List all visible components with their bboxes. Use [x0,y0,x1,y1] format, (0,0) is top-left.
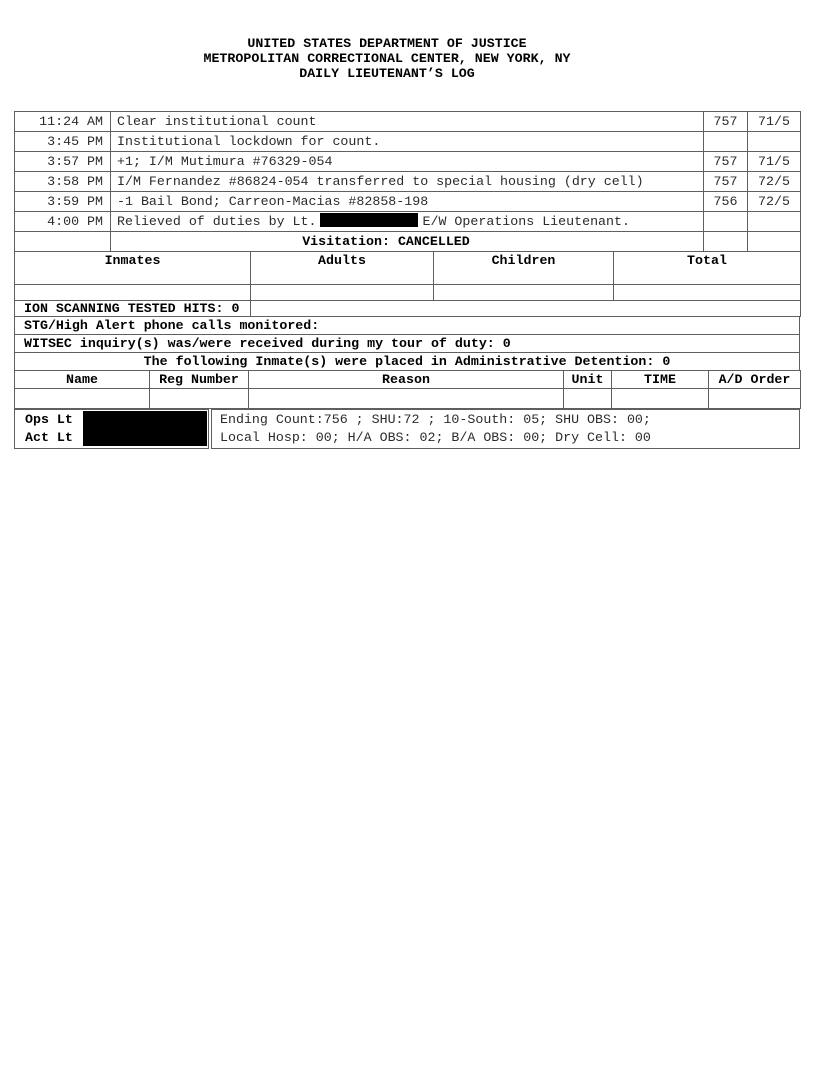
time-cell [15,232,111,252]
log-row [15,212,801,232]
time-cell: 3:58 PM [15,172,111,192]
unit-header: Unit [564,371,612,389]
ending-count-line1: Ending Count:756 ; SHU:72 ; 10-South: 05; SHU OBS: 00; [220,412,651,427]
visitation-status: Visitation: CANCELLED [111,232,704,252]
ratio-cell: 72/5 [748,172,801,192]
entry-cell: Institutional lockdown for count. [111,132,704,152]
time-cell: 4:00 PM [15,212,111,232]
entry-cell [111,212,704,232]
inmates-header: Inmates [15,252,251,285]
reason-value [249,389,564,409]
count-cell: 757 [704,112,748,132]
ion-scanning-table [14,300,801,317]
ops-lt-label: Ops Lt [25,412,73,427]
log-table [14,111,801,252]
reg-value [150,389,249,409]
entry-cell: +1; I/M Mutimura #76329-054 [111,152,704,172]
act-lt-label: Act Lt [25,430,73,445]
visitation-header-row [15,252,801,285]
visitation-row [15,232,801,252]
ratio-cell: 72/5 [748,192,801,212]
redacted-name-box [320,213,418,227]
ad-header-row [15,371,801,389]
entry-text-suffix: E/W Operations Lieutenant. [422,214,630,229]
entry-cell: -1 Bail Bond; Carreon-Macias #82858-198 [111,192,704,212]
facility-title: METROPOLITAN CORRECTIONAL CENTER, NEW YORK, NY [203,51,571,66]
count-cell: 756 [704,192,748,212]
log-row [15,192,801,212]
count-cell [704,212,748,232]
stg-monitored-label: STG/High Alert phone calls monitored: [15,317,800,335]
ion-scanning-label: ION SCANNING TESTED HITS: 0 [15,301,251,317]
witsec-inquiry-label: WITSEC inquiry(s) was/were received during my tour of duty: 0 [15,335,800,353]
count-cell [704,132,748,152]
admin-detention-table [14,370,801,409]
statement-rows [14,316,800,371]
ratio-cell: 71/5 [748,112,801,132]
ion-row [15,301,801,317]
children-value [434,285,614,301]
order-value [709,389,801,409]
count-cell: 757 [704,172,748,192]
stg-row [15,317,800,335]
ratio-cell [748,232,801,252]
unit-value [564,389,612,409]
lieutenant-signature-box [14,409,209,449]
ratio-cell [748,132,801,152]
ad-title-row [15,353,800,371]
entry-cell: I/M Fernandez #86824-054 transferred to special housing (dry cell) [111,172,704,192]
log-row [15,172,801,192]
adults-header: Adults [251,252,434,285]
name-header: Name [15,371,150,389]
adults-value [251,285,434,301]
reason-header: Reason [249,371,564,389]
signature-section [14,409,800,449]
total-header: Total [614,252,801,285]
time-header: TIME [612,371,709,389]
witsec-row [15,335,800,353]
time-cell: 3:45 PM [15,132,111,152]
total-value [614,285,801,301]
name-value [15,389,150,409]
visitation-empty-row [15,285,801,301]
time-cell: 3:57 PM [15,152,111,172]
entry-text-prefix: Relieved of duties by Lt. [117,214,317,229]
ending-count-box [211,409,800,449]
document-body [14,111,800,449]
ratio-cell: 71/5 [748,152,801,172]
redacted-signature-box [83,411,207,446]
inmates-value [15,285,251,301]
document-header [14,36,760,81]
log-title: DAILY LIEUTENANT’S LOG [299,66,475,81]
ending-count-line2: Local Hosp: 00; H/A OBS: 02; B/A OBS: 00; Dry Cell: 00 [220,430,651,445]
children-header: Children [434,252,614,285]
count-cell [704,232,748,252]
time-value [612,389,709,409]
time-cell: 3:59 PM [15,192,111,212]
log-row [15,152,801,172]
reg-header: Reg Number [150,371,249,389]
ratio-cell [748,212,801,232]
count-cell: 757 [704,152,748,172]
admin-detention-title: The following Inmate(s) were placed in Administrative Detention: 0 [15,353,800,371]
doj-title: UNITED STATES DEPARTMENT OF JUSTICE [247,36,527,51]
log-row [15,112,801,132]
ad-empty-row [15,389,801,409]
log-row [15,132,801,152]
ion-scanning-value [251,301,801,317]
time-cell: 11:24 AM [15,112,111,132]
order-header: A/D Order [709,371,801,389]
visitation-count-table [14,251,801,301]
entry-cell: Clear institutional count [111,112,704,132]
